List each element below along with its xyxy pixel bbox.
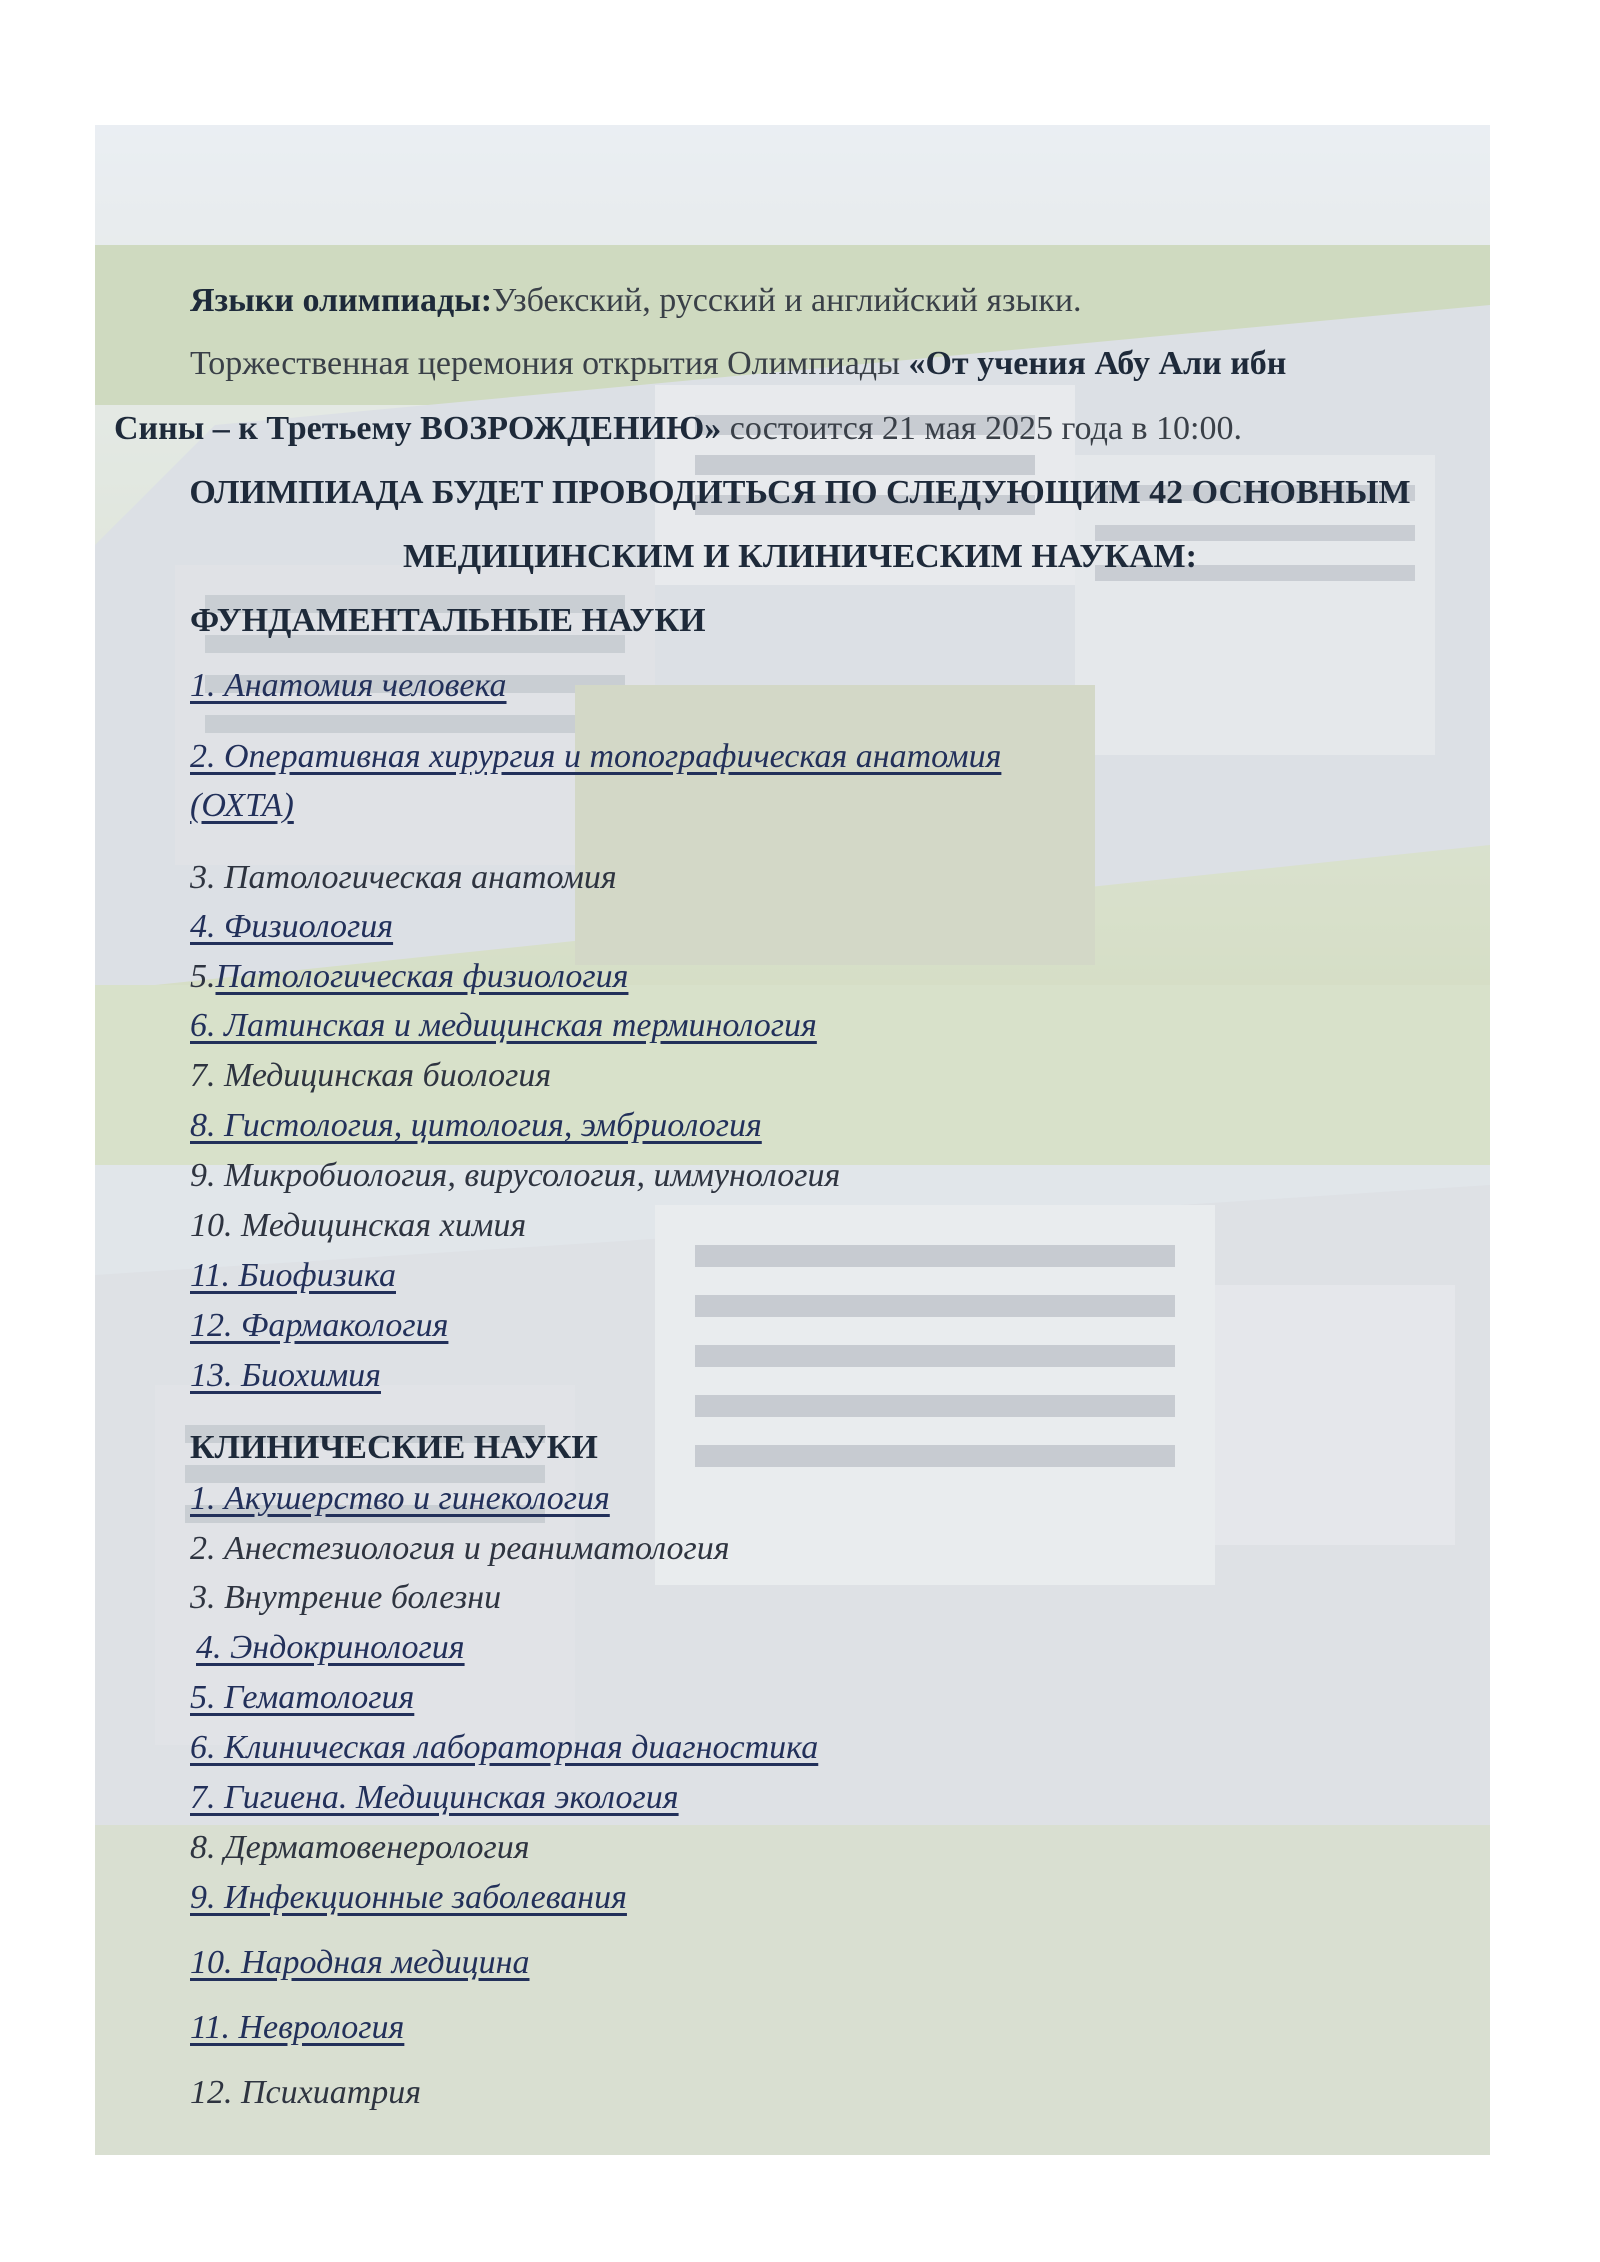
fundamental-item-4[interactable]: 4. Физиология: [190, 908, 394, 945]
fundamental-item-11[interactable]: 11. Биофизика: [190, 1257, 396, 1294]
clinical-item-5[interactable]: 5. Гематология: [190, 1679, 415, 1716]
main-heading-line-2: МЕДИЦИНСКИМ И КЛИНИЧЕСКИМ НАУКАМ:: [403, 538, 1197, 575]
ceremony-text-pre: Торжественная церемония открытия Олимпиады: [190, 345, 909, 382]
languages-line: [190, 281, 1082, 320]
clinical-item-8: 8. Дерматовенерология: [190, 1829, 530, 1866]
fundamental-item-2-cont[interactable]: (ОХТА): [190, 787, 294, 824]
fundamental-item-9: 9. Микробиология, вирусология, иммунология: [190, 1157, 841, 1194]
clinical-sciences-title: КЛИНИЧЕСКИЕ НАУКИ: [190, 1429, 598, 1466]
fundamental-item-1[interactable]: 1. Анатомия человека: [190, 667, 507, 704]
fundamental-item-3: 3. Патологическая анатомия: [190, 859, 617, 896]
fundamental-item-7: 7. Медицинская биология: [190, 1057, 552, 1094]
fundamental-item-8[interactable]: 8. Гистология, цитология, эмбриология: [190, 1107, 762, 1144]
olympiad-name-part-2: Сины – к Третьему ВОЗРОЖДЕНИЮ»: [114, 410, 722, 447]
fundamental-item-6[interactable]: 6. Латинская и медицинская терминология: [190, 1007, 817, 1044]
fundamental-sciences-title: ФУНДАМЕНТАЛЬНЫЕ НАУКИ: [190, 602, 706, 639]
clinical-item-10[interactable]: 10. Народная медицина: [190, 1944, 530, 1981]
fundamental-item-5-number: 5.: [190, 958, 216, 995]
languages-value: Узбекский, русский и английский языки.: [492, 282, 1082, 319]
clinical-item-1[interactable]: 1. Акушерство и гинекология: [190, 1480, 610, 1517]
clinical-item-7[interactable]: 7. Гигиена. Медицинская экология: [190, 1779, 679, 1816]
clinical-item-9[interactable]: 9. Инфекционные заболевания: [190, 1879, 627, 1916]
fundamental-item-5-link[interactable]: Патологическая физиология: [215, 958, 629, 995]
olympiad-name-part-1: «От учения Абу Али ибн: [908, 345, 1287, 382]
clinical-item-6[interactable]: 6. Клиническая лабораторная диагностика: [190, 1729, 819, 1766]
clinical-item-11[interactable]: 11. Неврология: [190, 2009, 405, 2046]
fundamental-item-2[interactable]: 2. Оперативная хирургия и топографическая анатомия: [190, 738, 1002, 775]
clinical-item-12: 12. Психиатрия: [190, 2074, 422, 2111]
clinical-item-4[interactable]: 4. Эндокринология: [196, 1629, 465, 1666]
fundamental-item-12[interactable]: 12. Фармакология: [190, 1307, 449, 1344]
clinical-item-2: 2. Анестезиология и реаниматология: [190, 1530, 730, 1567]
ceremony-line-1: [190, 344, 1286, 383]
languages-label: Языки олимпиады:: [190, 282, 493, 319]
ceremony-line-2: [114, 409, 1242, 448]
fundamental-item-13[interactable]: 13. Биохимия: [190, 1357, 381, 1394]
ceremony-date: состоится 21 мая 2025 года в 10:00.: [721, 410, 1242, 447]
fundamental-item-5: [190, 957, 628, 996]
fundamental-item-10: 10. Медицинская химия: [190, 1207, 527, 1244]
main-heading-line-1: ОЛИМПИАДА БУДЕТ ПРОВОДИТЬСЯ ПО СЛЕДУЮЩИМ 42 ОСНОВНЫМ: [189, 474, 1411, 511]
clinical-item-3: 3. Внутрение болезни: [190, 1579, 502, 1616]
